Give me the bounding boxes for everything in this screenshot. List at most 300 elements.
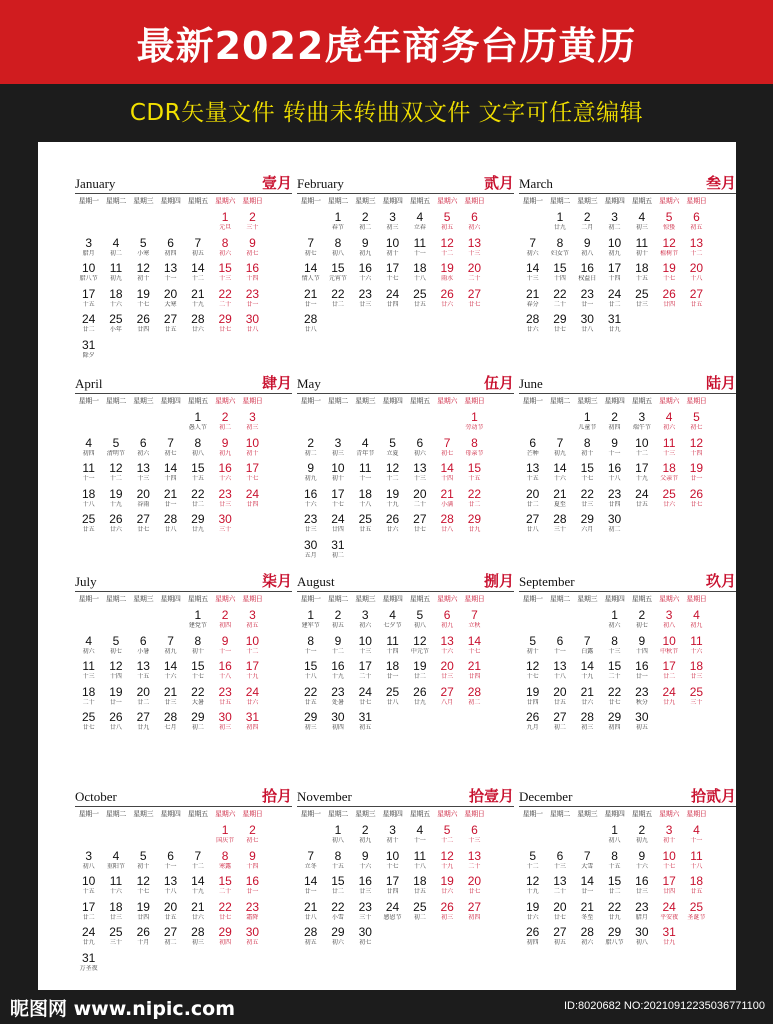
weekday-label: 星期日 bbox=[686, 397, 707, 405]
day-number: 24 bbox=[245, 486, 260, 501]
lunar-date: 儿童节 bbox=[578, 424, 597, 431]
lunar-date: 初八 bbox=[581, 249, 594, 257]
lunar-date: 初七 bbox=[109, 647, 122, 655]
day-number: 15 bbox=[467, 461, 482, 475]
lunar-date: 初四 bbox=[246, 724, 259, 731]
day-number: 2 bbox=[638, 608, 646, 622]
day-number: 9 bbox=[583, 235, 591, 250]
lunar-date: 十九 bbox=[331, 673, 344, 680]
lunar-date: 初六 bbox=[219, 249, 232, 257]
day-number: 5 bbox=[665, 210, 673, 224]
lunar-date: 初十 bbox=[526, 647, 539, 655]
weekday-label: 星期六 bbox=[659, 810, 680, 818]
weekday-label: 星期四 bbox=[160, 197, 181, 205]
month-november bbox=[297, 785, 514, 980]
lunar-date: 初二 bbox=[304, 449, 317, 457]
day-number: 28 bbox=[163, 512, 178, 526]
day-number: 6 bbox=[139, 435, 147, 450]
lunar-date: 初十 bbox=[191, 647, 204, 655]
day-number: 3 bbox=[665, 608, 673, 622]
day-number: 12 bbox=[109, 461, 123, 475]
lunar-date: 十五 bbox=[191, 475, 204, 482]
day-number: 22 bbox=[218, 286, 232, 301]
day-number: 3 bbox=[249, 608, 256, 622]
lunar-date: 初三 bbox=[191, 939, 204, 946]
day-number: 12 bbox=[109, 659, 123, 673]
weekday-label: 星期四 bbox=[604, 197, 625, 205]
day-number: 13 bbox=[553, 874, 567, 888]
lunar-date: 廿七 bbox=[359, 698, 372, 706]
weekday-label: 星期四 bbox=[382, 197, 403, 205]
lunar-date: 腊八节 bbox=[79, 275, 98, 282]
day-number: 30 bbox=[635, 925, 649, 939]
weekday-label: 星期一 bbox=[78, 197, 99, 205]
lunar-date: 初五 bbox=[441, 224, 454, 231]
weekday-label: 星期六 bbox=[437, 595, 458, 603]
day-number: 31 bbox=[81, 337, 96, 352]
day-number: 26 bbox=[525, 925, 540, 939]
weekday-label: 星期日 bbox=[242, 197, 263, 205]
lunar-date: 权益日 bbox=[578, 275, 597, 282]
day-number: 14 bbox=[467, 633, 482, 648]
day-number: 6 bbox=[443, 608, 451, 622]
lunar-date: 廿二 bbox=[663, 673, 676, 680]
day-number: 12 bbox=[525, 874, 540, 888]
lunar-date: 十九 bbox=[635, 475, 648, 482]
day-number: 15 bbox=[218, 261, 232, 275]
day-number: 3 bbox=[334, 435, 342, 450]
day-number: 19 bbox=[440, 874, 454, 888]
day-cell bbox=[681, 461, 712, 486]
lunar-date: 初七 bbox=[635, 622, 648, 629]
lunar-date: 十一 bbox=[413, 837, 426, 844]
lunar-date: 惊蛰 bbox=[663, 224, 676, 231]
weekday-label: 星期三 bbox=[355, 810, 376, 818]
day-number: 22 bbox=[218, 899, 232, 914]
day-number: 14 bbox=[191, 874, 205, 888]
weekday-label: 星期三 bbox=[577, 397, 598, 405]
day-number: 1 bbox=[334, 823, 342, 837]
day-number: 3 bbox=[85, 848, 92, 863]
day-number: 1 bbox=[556, 210, 564, 224]
day-number: 15 bbox=[303, 659, 318, 673]
weekday-label: 星期六 bbox=[215, 197, 236, 205]
day-number: 23 bbox=[635, 899, 649, 914]
day-number: 27 bbox=[553, 925, 567, 939]
lunar-date: 立秋 bbox=[468, 622, 481, 629]
weekday-label: 星期一 bbox=[300, 197, 321, 205]
day-number: 4 bbox=[361, 435, 369, 450]
lunar-date: 廿五 bbox=[359, 526, 372, 533]
lunar-date: 大雪 bbox=[581, 862, 594, 870]
lunar-date: 十四 bbox=[246, 862, 259, 870]
month-name-cn: 陆月 bbox=[705, 374, 736, 392]
day-number: 28 bbox=[303, 925, 318, 939]
day-number: 13 bbox=[525, 461, 540, 475]
lunar-date: 初五 bbox=[690, 224, 703, 231]
lunar-date: 廿三 bbox=[581, 500, 594, 508]
lunar-date: 端午节 bbox=[632, 424, 651, 431]
weekday-label: 星期三 bbox=[133, 595, 154, 603]
day-number: 18 bbox=[689, 874, 704, 888]
lunar-date: 初二 bbox=[219, 424, 232, 431]
day-number: 7 bbox=[194, 848, 202, 863]
day-number: 16 bbox=[218, 659, 232, 673]
lunar-date: 廿六 bbox=[386, 526, 399, 533]
day-number: 25 bbox=[385, 684, 400, 699]
lunar-date: 十三 bbox=[553, 862, 566, 870]
lunar-date: 元宵节 bbox=[328, 275, 347, 282]
month-december bbox=[519, 785, 736, 980]
day-number: 23 bbox=[245, 286, 260, 301]
lunar-date: 廿七 bbox=[608, 698, 621, 706]
lunar-date: 十八 bbox=[690, 862, 703, 870]
day-number: 12 bbox=[662, 235, 676, 250]
day-number: 19 bbox=[413, 659, 427, 673]
day-number: 19 bbox=[525, 899, 540, 914]
lunar-date: 廿一 bbox=[304, 888, 317, 895]
weekday-label: 星期二 bbox=[105, 595, 126, 603]
lunar-date: 初二 bbox=[359, 224, 372, 231]
day-number: 17 bbox=[81, 899, 96, 914]
month-january bbox=[75, 172, 292, 367]
lunar-date: 十四 bbox=[164, 475, 177, 482]
day-cell bbox=[459, 461, 490, 486]
day-number: 6 bbox=[471, 823, 478, 837]
lunar-date: 廿六 bbox=[441, 888, 454, 895]
day-number: 8 bbox=[611, 848, 618, 863]
lunar-date: 廿三 bbox=[109, 913, 122, 921]
lunar-date: 十七 bbox=[386, 862, 399, 870]
weekday-label: 星期六 bbox=[659, 197, 680, 205]
lunar-date: 初九 bbox=[304, 475, 317, 482]
day-cell bbox=[237, 461, 268, 486]
day-cell bbox=[237, 925, 268, 950]
day-number: 18 bbox=[413, 874, 427, 888]
lunar-date: 初七 bbox=[164, 449, 177, 457]
day-number: 3 bbox=[389, 210, 396, 224]
day-number: 6 bbox=[139, 633, 147, 648]
lunar-date: 初三 bbox=[386, 224, 399, 231]
lunar-date: 廿七 bbox=[553, 326, 566, 333]
day-number: 6 bbox=[167, 235, 174, 250]
lunar-date: 廿三 bbox=[164, 698, 177, 706]
day-number: 1 bbox=[583, 410, 591, 424]
day-number: 2 bbox=[583, 210, 591, 224]
lunar-date: 国庆节 bbox=[216, 837, 235, 844]
lunar-date: 二十 bbox=[82, 698, 95, 706]
day-number: 25 bbox=[635, 286, 649, 301]
lunar-date: 六月 bbox=[581, 526, 594, 533]
lunar-date: 十五 bbox=[82, 300, 95, 308]
weekday-label: 星期四 bbox=[382, 810, 403, 818]
day-number: 11 bbox=[109, 261, 123, 275]
day-cell bbox=[237, 287, 268, 312]
lunar-date: 廿九 bbox=[553, 224, 566, 231]
lunar-date: 五月 bbox=[304, 551, 317, 559]
day-number: 8 bbox=[334, 235, 342, 250]
weekday-label: 星期三 bbox=[577, 595, 598, 603]
day-number: 13 bbox=[467, 848, 482, 863]
day-number: 26 bbox=[136, 925, 150, 939]
day-number: 12 bbox=[525, 659, 540, 673]
lunar-date: 廿一 bbox=[109, 698, 122, 706]
lunar-date: 廿八 bbox=[441, 526, 454, 533]
lunar-date: 廿五 bbox=[553, 698, 566, 706]
lunar-date: 廿九 bbox=[663, 698, 676, 706]
lunar-date: 廿四 bbox=[663, 300, 676, 308]
lunar-date: 廿七 bbox=[219, 326, 232, 333]
lunar-date: 圣诞节 bbox=[687, 913, 706, 921]
month-header bbox=[75, 372, 292, 394]
lunar-date: 立冬 bbox=[304, 862, 317, 870]
day-number: 30 bbox=[218, 710, 232, 724]
day-number: 1 bbox=[307, 608, 314, 622]
lunar-date: 廿四 bbox=[386, 888, 399, 895]
weekday-label: 星期三 bbox=[577, 197, 598, 205]
day-number: 17 bbox=[245, 461, 260, 475]
day-number: 1 bbox=[221, 210, 229, 224]
lunar-date: 初七 bbox=[246, 837, 259, 844]
weekday-label: 星期六 bbox=[659, 595, 680, 603]
day-number: 15 bbox=[191, 659, 205, 673]
day-cell bbox=[459, 874, 490, 899]
day-number: 1 bbox=[471, 410, 478, 424]
lunar-date: 二十 bbox=[468, 275, 481, 282]
day-number: 17 bbox=[662, 874, 676, 888]
day-number: 31 bbox=[607, 312, 622, 326]
lunar-date: 廿二 bbox=[137, 698, 150, 706]
lunar-date: 廿一 bbox=[386, 673, 399, 680]
lunar-date: 十七 bbox=[663, 275, 676, 282]
lunar-date: 三十 bbox=[553, 526, 566, 533]
lunar-date: 十六 bbox=[109, 888, 122, 895]
lunar-date: 小暑 bbox=[137, 647, 150, 655]
day-number: 20 bbox=[525, 486, 540, 501]
weekday-label: 星期日 bbox=[464, 810, 485, 818]
lunar-date: 初六 bbox=[331, 939, 344, 946]
lunar-date: 廿六 bbox=[581, 698, 594, 706]
month-name-cn: 拾月 bbox=[261, 787, 292, 805]
day-cell bbox=[73, 338, 104, 363]
lunar-date: 十六 bbox=[359, 862, 372, 870]
lunar-date: 初九 bbox=[608, 249, 621, 257]
day-number: 9 bbox=[361, 235, 369, 250]
day-number: 24 bbox=[607, 286, 622, 301]
lunar-date: 初十 bbox=[635, 249, 648, 257]
weekday-label: 星期四 bbox=[604, 595, 625, 603]
day-cell bbox=[459, 261, 490, 286]
day-cell bbox=[626, 710, 657, 735]
day-number: 11 bbox=[359, 461, 372, 475]
day-number: 9 bbox=[611, 435, 618, 450]
lunar-date: 廿八 bbox=[526, 526, 539, 533]
day-number: 19 bbox=[109, 486, 123, 501]
lunar-date: 大寒 bbox=[164, 300, 177, 308]
lunar-date: 初十 bbox=[663, 837, 676, 844]
lunar-date: 立春 bbox=[413, 224, 426, 231]
lunar-date: 十五 bbox=[331, 862, 344, 870]
day-cell bbox=[237, 487, 268, 512]
month-name-cn: 伍月 bbox=[483, 374, 514, 392]
weekday-label: 星期六 bbox=[215, 397, 236, 405]
day-number: 15 bbox=[331, 874, 345, 888]
day-number: 14 bbox=[303, 874, 318, 888]
lunar-date: 廿七 bbox=[690, 500, 703, 508]
lunar-date: 三十 bbox=[109, 939, 122, 946]
day-number: 16 bbox=[580, 261, 594, 275]
month-header bbox=[297, 172, 514, 194]
day-number: 30 bbox=[358, 925, 372, 939]
lunar-date: 二月 bbox=[581, 224, 594, 231]
lunar-date: 廿四 bbox=[468, 673, 481, 680]
month-header bbox=[297, 570, 514, 592]
day-number: 18 bbox=[81, 486, 96, 501]
lunar-date: 雨水 bbox=[441, 275, 454, 282]
day-number: 17 bbox=[331, 486, 345, 501]
lunar-date: 十六 bbox=[304, 500, 317, 508]
day-number: 5 bbox=[416, 608, 424, 622]
lunar-date: 初十 bbox=[137, 862, 150, 870]
lunar-date: 寒露 bbox=[219, 862, 232, 870]
day-number: 30 bbox=[331, 710, 345, 724]
lunar-date: 初四 bbox=[219, 939, 232, 946]
lunar-date: 十九 bbox=[191, 888, 204, 895]
lunar-date: 廿一 bbox=[304, 300, 317, 308]
month-name-en: April bbox=[75, 376, 103, 391]
day-cell bbox=[599, 512, 630, 537]
day-number: 15 bbox=[607, 659, 622, 673]
day-number: 8 bbox=[471, 435, 478, 450]
lunar-date: 元旦 bbox=[219, 224, 232, 231]
day-number: 2 bbox=[221, 410, 229, 424]
day-cell bbox=[237, 410, 268, 435]
weekday-label: 星期二 bbox=[327, 595, 348, 603]
day-number: 6 bbox=[167, 848, 174, 863]
lunar-date: 三十 bbox=[246, 224, 259, 231]
weekday-label: 星期四 bbox=[160, 595, 181, 603]
lunar-date: 初九 bbox=[359, 837, 372, 844]
day-number: 10 bbox=[245, 633, 260, 648]
weekday-label: 星期三 bbox=[577, 810, 598, 818]
lunar-date: 初九 bbox=[109, 275, 122, 282]
calendar-sheet bbox=[38, 142, 736, 990]
day-number: 12 bbox=[136, 261, 150, 275]
day-number: 9 bbox=[361, 848, 369, 863]
day-number: 31 bbox=[245, 710, 260, 724]
lunar-date: 廿五 bbox=[219, 698, 232, 706]
day-number: 10 bbox=[385, 848, 400, 863]
day-number: 10 bbox=[81, 874, 96, 888]
day-number: 2 bbox=[249, 210, 256, 224]
day-number: 4 bbox=[693, 608, 700, 622]
lunar-date: 十六 bbox=[359, 275, 372, 282]
lunar-date: 廿六 bbox=[526, 326, 539, 333]
lunar-date: 初六 bbox=[137, 449, 150, 457]
day-number: 14 bbox=[303, 261, 318, 275]
day-number: 21 bbox=[191, 286, 205, 301]
lunar-date: 十一 bbox=[359, 475, 372, 482]
day-cell bbox=[681, 634, 712, 659]
lunar-date: 初六 bbox=[413, 449, 426, 457]
lunar-date: 三十 bbox=[219, 526, 232, 533]
lunar-date: 初八 bbox=[608, 837, 621, 844]
lunar-date: 重阳节 bbox=[106, 862, 125, 870]
day-cell bbox=[459, 685, 490, 710]
day-number: 5 bbox=[693, 410, 700, 424]
lunar-date: 初九 bbox=[441, 622, 454, 629]
day-number: 26 bbox=[109, 512, 123, 526]
lunar-date: 十九 bbox=[246, 673, 259, 680]
lunar-date: 青年节 bbox=[356, 449, 375, 457]
lunar-date: 十八 bbox=[413, 275, 426, 282]
lunar-date: 十七 bbox=[581, 475, 594, 482]
day-number: 29 bbox=[218, 925, 232, 939]
lunar-date: 立夏 bbox=[386, 449, 399, 457]
day-number: 17 bbox=[607, 261, 622, 275]
day-number: 27 bbox=[413, 512, 427, 526]
day-number: 29 bbox=[553, 312, 567, 326]
day-number: 23 bbox=[607, 486, 622, 501]
day-cell bbox=[237, 312, 268, 337]
day-number: 14 bbox=[580, 874, 594, 888]
lunar-date: 初四 bbox=[219, 622, 232, 629]
day-number: 6 bbox=[556, 848, 564, 863]
day-number: 6 bbox=[693, 210, 700, 224]
month-name-en: May bbox=[297, 376, 321, 391]
lunar-date: 初六 bbox=[581, 939, 594, 946]
day-number: 8 bbox=[221, 235, 229, 250]
lunar-date: 廿四 bbox=[526, 698, 539, 706]
lunar-date: 廿三 bbox=[441, 673, 454, 680]
lunar-date: 十六 bbox=[690, 647, 703, 655]
lunar-date: 廿三 bbox=[635, 300, 648, 308]
day-number: 12 bbox=[440, 848, 454, 863]
lunar-date: 十五 bbox=[608, 862, 621, 870]
day-number: 28 bbox=[163, 710, 178, 724]
day-number: 11 bbox=[662, 435, 676, 450]
day-number: 25 bbox=[413, 286, 427, 301]
lunar-date: 廿二 bbox=[608, 300, 621, 308]
lunar-date: 廿一 bbox=[246, 300, 259, 308]
day-number: 29 bbox=[467, 512, 482, 526]
lunar-date: 愚人节 bbox=[188, 424, 207, 431]
month-name-en: December bbox=[519, 789, 573, 804]
lunar-date: 廿六 bbox=[109, 526, 122, 533]
lunar-date: 初四 bbox=[526, 939, 539, 946]
lunar-date: 廿三 bbox=[635, 888, 648, 895]
day-number: 23 bbox=[358, 899, 372, 914]
weekday-label: 星期五 bbox=[409, 810, 430, 818]
lunar-date: 廿七 bbox=[219, 913, 232, 921]
lunar-date: 十三 bbox=[82, 673, 95, 680]
weekday-label: 星期五 bbox=[187, 595, 208, 603]
lunar-date: 春节 bbox=[331, 224, 344, 231]
day-cell bbox=[237, 685, 268, 710]
day-number: 25 bbox=[689, 899, 704, 914]
day-number: 22 bbox=[553, 286, 567, 301]
day-number: 4 bbox=[389, 608, 396, 622]
day-number: 30 bbox=[635, 710, 649, 724]
day-number: 7 bbox=[583, 633, 591, 648]
day-cell bbox=[459, 236, 490, 261]
day-number: 10 bbox=[81, 261, 96, 275]
day-number: 9 bbox=[334, 633, 342, 648]
lunar-date: 十一 bbox=[164, 275, 177, 282]
lunar-date: 廿二 bbox=[331, 888, 344, 895]
lunar-date: 初七 bbox=[359, 939, 372, 946]
lunar-date: 初三 bbox=[304, 724, 317, 731]
